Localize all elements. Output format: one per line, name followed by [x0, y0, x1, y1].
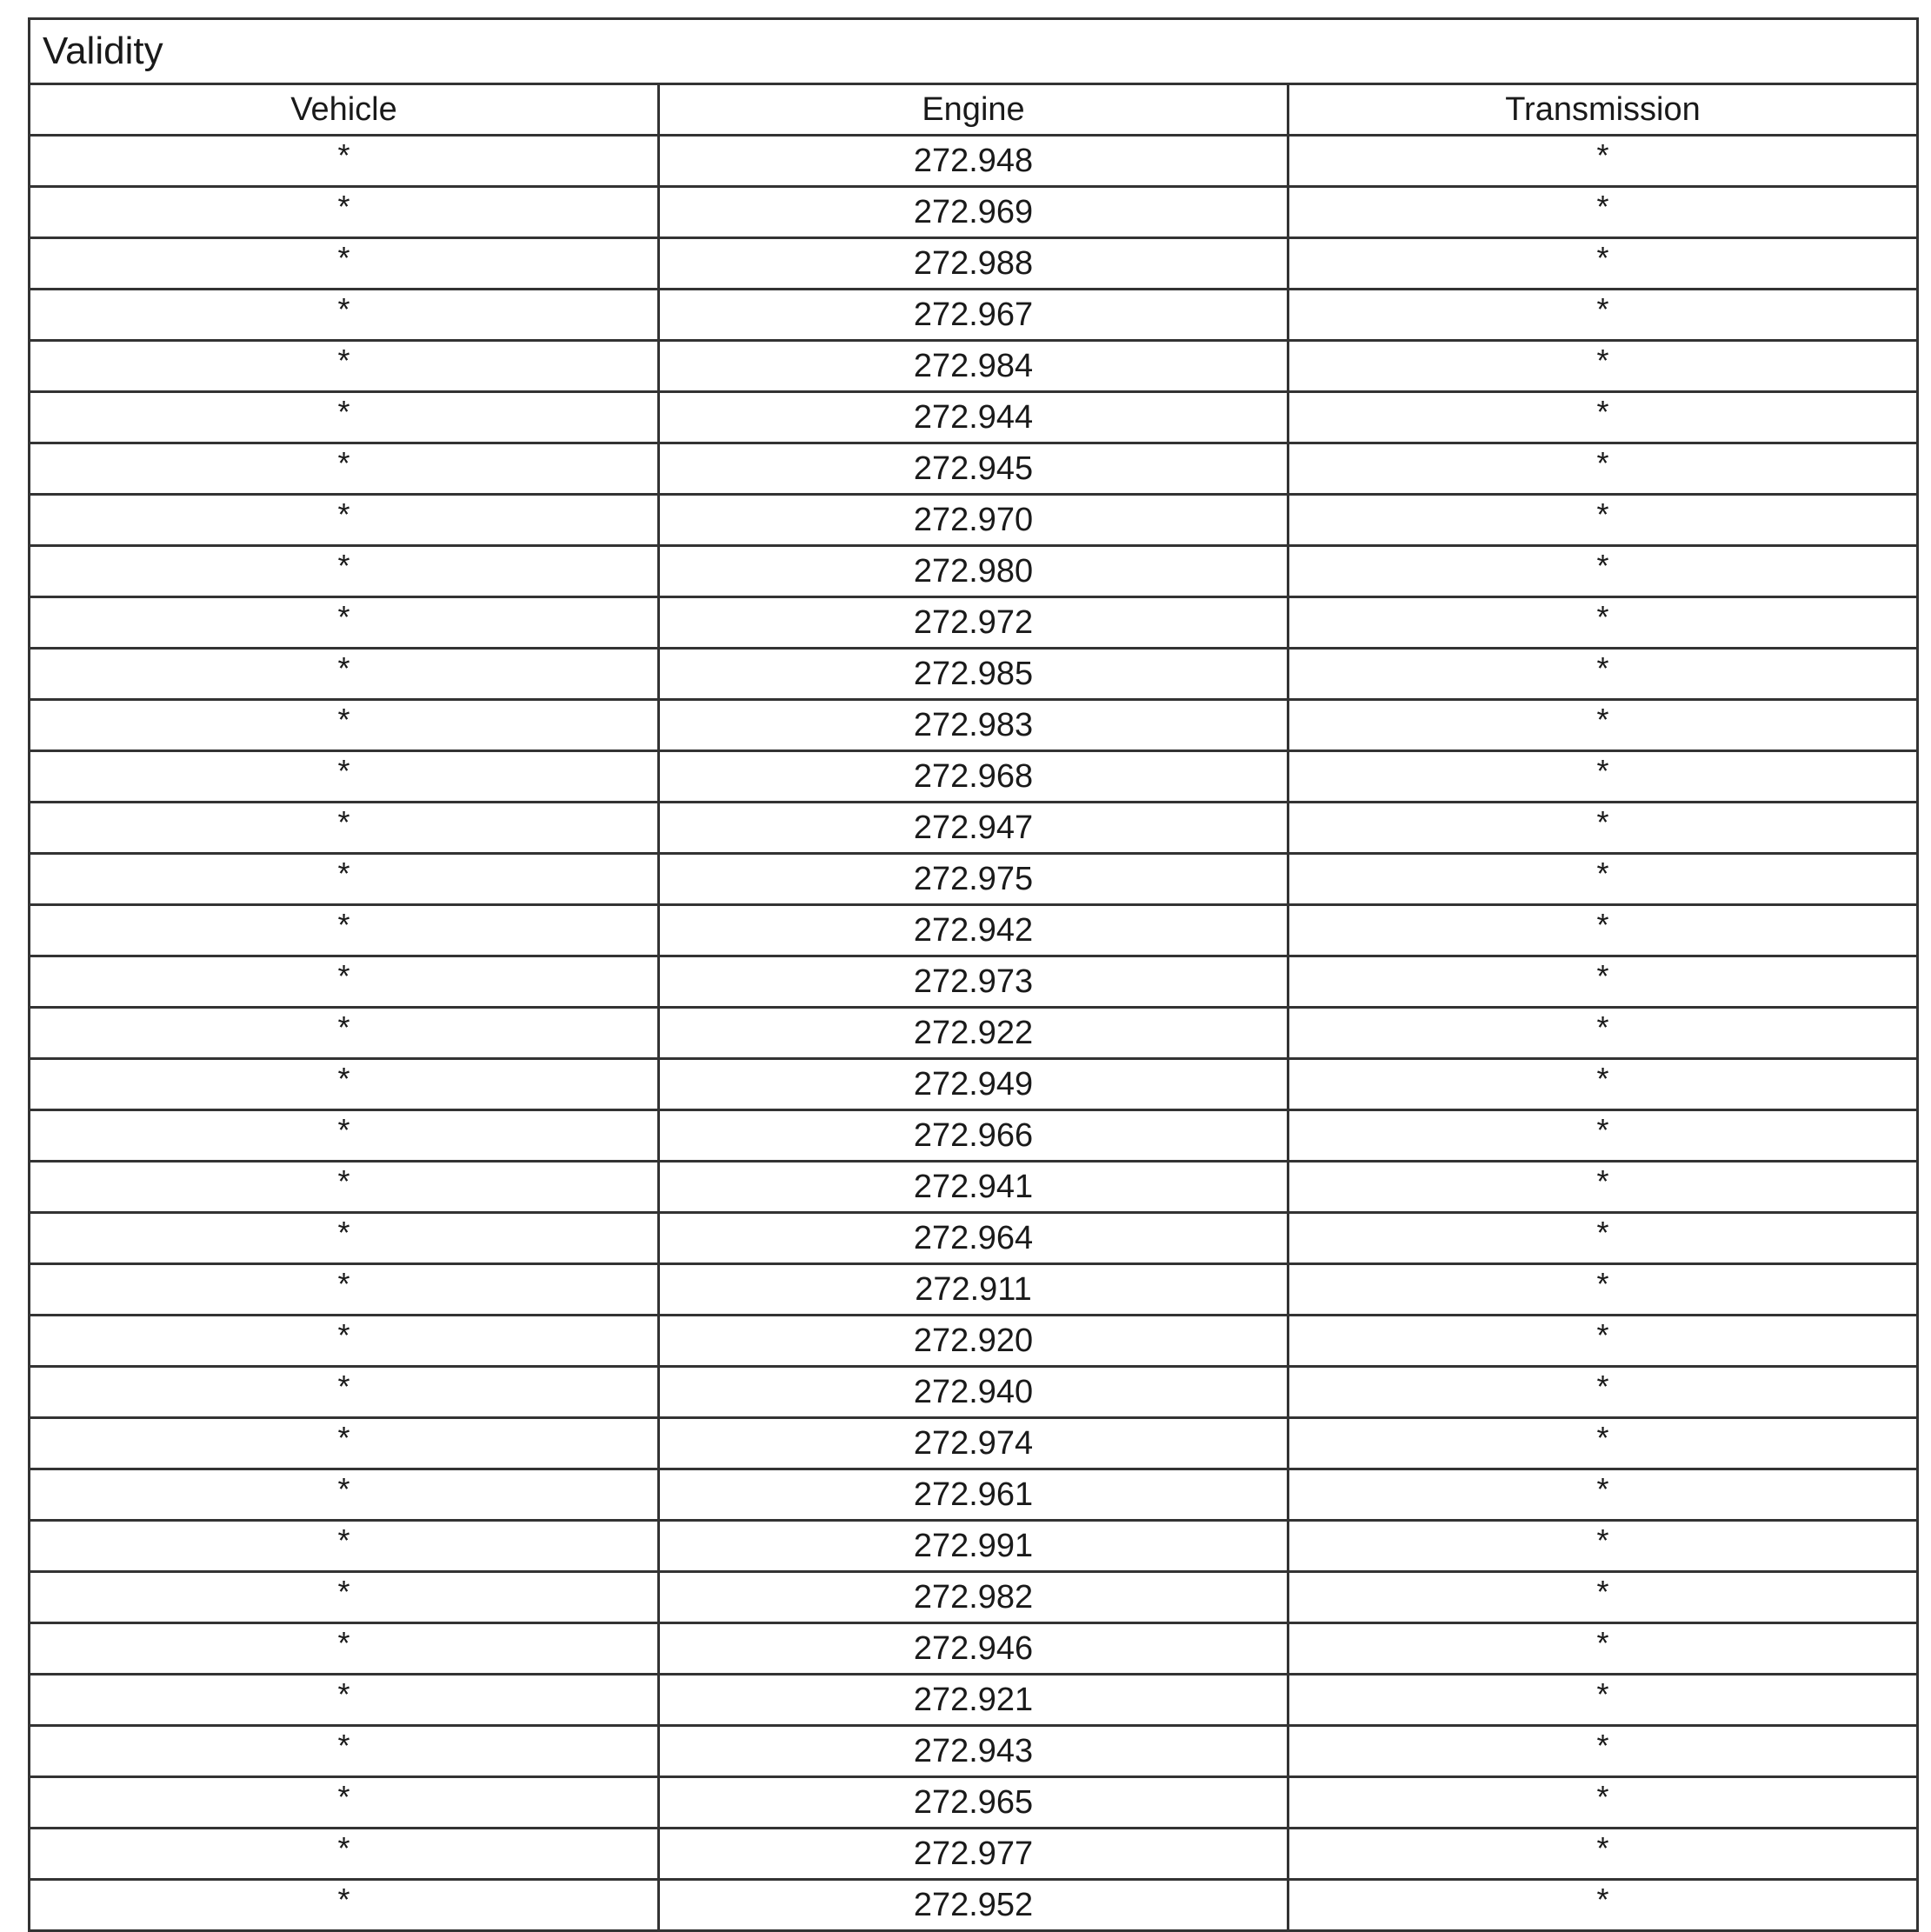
table-row — [30, 1008, 1918, 1059]
engine-cell — [659, 905, 1288, 956]
table-row — [30, 1418, 1918, 1469]
header-row — [30, 84, 1918, 136]
engine-cell — [659, 443, 1288, 495]
engine-cell-value: 272.941 — [913, 1169, 1034, 1205]
transmission-cell-value: * — [1596, 1215, 1609, 1250]
vehicle-cell-value: * — [337, 1112, 350, 1148]
engine-cell — [659, 1213, 1288, 1264]
engine-cell-value: 272.966 — [913, 1117, 1034, 1154]
table-row — [30, 597, 1918, 649]
transmission-cell — [1288, 1367, 1918, 1418]
vehicle-cell — [30, 1675, 659, 1726]
transmission-cell-value: * — [1596, 1728, 1609, 1763]
transmission-cell — [1288, 238, 1918, 290]
transmission-cell — [1288, 1008, 1918, 1059]
transmission-cell-value: * — [1596, 1522, 1609, 1558]
engine-cell-value: 272.911 — [915, 1271, 1032, 1308]
engine-cell-value: 272.968 — [913, 758, 1034, 795]
table-row — [30, 290, 1918, 341]
vehicle-cell-value: * — [337, 599, 350, 635]
transmission-cell — [1288, 1829, 1918, 1880]
table-row — [30, 1316, 1918, 1367]
engine-cell-value: 272.973 — [913, 963, 1034, 1000]
engine-cell — [659, 136, 1288, 187]
transmission-cell-value: * — [1596, 599, 1609, 635]
table-row — [30, 495, 1918, 546]
vehicle-cell-value: * — [337, 650, 350, 686]
engine-cell-value: 272.947 — [913, 809, 1034, 846]
table-row — [30, 1880, 1918, 1931]
transmission-cell-value: * — [1596, 1369, 1609, 1404]
engine-cell-value: 272.943 — [913, 1733, 1034, 1769]
engine-cell-value: 272.964 — [913, 1220, 1034, 1256]
engine-cell-value: 272.975 — [913, 861, 1034, 897]
transmission-cell — [1288, 495, 1918, 546]
transmission-cell-value: * — [1596, 1420, 1609, 1456]
vehicle-cell — [30, 443, 659, 495]
vehicle-cell — [30, 1264, 659, 1316]
engine-cell — [659, 290, 1288, 341]
table-row — [30, 1726, 1918, 1777]
vehicle-cell-value: * — [337, 907, 350, 943]
vehicle-cell — [30, 1162, 659, 1213]
vehicle-cell — [30, 495, 659, 546]
engine-cell-value: 272.921 — [913, 1682, 1034, 1718]
transmission-cell-value: * — [1596, 702, 1609, 737]
transmission-cell-value: * — [1596, 753, 1609, 789]
vehicle-cell-value: * — [337, 1420, 350, 1456]
table-row — [30, 1675, 1918, 1726]
table-row — [30, 905, 1918, 956]
engine-cell-value: 272.982 — [913, 1579, 1034, 1616]
table-row — [30, 1521, 1918, 1572]
engine-cell — [659, 1264, 1288, 1316]
engine-cell-value: 272.985 — [913, 656, 1034, 692]
engine-cell — [659, 1008, 1288, 1059]
table-body — [30, 136, 1918, 1931]
engine-cell — [659, 392, 1288, 443]
vehicle-cell — [30, 1059, 659, 1110]
transmission-cell — [1288, 649, 1918, 700]
transmission-cell — [1288, 1059, 1918, 1110]
vehicle-cell — [30, 1367, 659, 1418]
vehicle-cell-value: * — [337, 1779, 350, 1815]
vehicle-cell-value: * — [337, 548, 350, 583]
transmission-cell-value: * — [1596, 291, 1609, 327]
vehicle-cell-value: * — [337, 240, 350, 276]
transmission-cell — [1288, 1418, 1918, 1469]
transmission-cell — [1288, 905, 1918, 956]
vehicle-cell — [30, 956, 659, 1008]
transmission-cell — [1288, 854, 1918, 905]
vehicle-cell — [30, 1213, 659, 1264]
engine-cell — [659, 1623, 1288, 1675]
transmission-cell-value: * — [1596, 907, 1609, 943]
engine-cell — [659, 649, 1288, 700]
transmission-cell-value: * — [1596, 1317, 1609, 1353]
table-row — [30, 341, 1918, 392]
table-row — [30, 956, 1918, 1008]
vehicle-cell-value: * — [337, 1625, 350, 1661]
vehicle-cell — [30, 1829, 659, 1880]
vehicle-cell-value: * — [337, 804, 350, 840]
transmission-cell-value: * — [1596, 1471, 1609, 1507]
transmission-cell-value: * — [1596, 343, 1609, 378]
vehicle-cell-value: * — [337, 1317, 350, 1353]
vehicle-cell — [30, 546, 659, 597]
transmission-cell — [1288, 1623, 1918, 1675]
vehicle-cell — [30, 597, 659, 649]
transmission-cell-value: * — [1596, 1625, 1609, 1661]
validity-table — [28, 17, 1919, 1932]
transmission-cell-value: * — [1596, 1830, 1609, 1866]
vehicle-cell — [30, 238, 659, 290]
transmission-cell-value: * — [1596, 240, 1609, 276]
table-row — [30, 1264, 1918, 1316]
vehicle-cell — [30, 700, 659, 751]
vehicle-cell — [30, 1469, 659, 1521]
engine-cell — [659, 1880, 1288, 1931]
vehicle-cell-value: * — [337, 1522, 350, 1558]
vehicle-cell-value: * — [337, 958, 350, 994]
vehicle-cell-value: * — [337, 496, 350, 532]
vehicle-cell-value: * — [337, 1369, 350, 1404]
engine-cell — [659, 751, 1288, 803]
transmission-cell — [1288, 1675, 1918, 1726]
transmission-cell — [1288, 546, 1918, 597]
transmission-cell-value: * — [1596, 137, 1609, 173]
table-row — [30, 136, 1918, 187]
engine-cell-value: 272.965 — [913, 1784, 1034, 1821]
engine-cell-value: 272.948 — [913, 143, 1034, 179]
vehicle-cell-value: * — [337, 1676, 350, 1712]
transmission-cell — [1288, 751, 1918, 803]
transmission-cell — [1288, 1572, 1918, 1623]
vehicle-cell-value: * — [337, 1830, 350, 1866]
vehicle-cell-value: * — [337, 1728, 350, 1763]
table-row — [30, 700, 1918, 751]
vehicle-cell-value: * — [337, 1009, 350, 1045]
engine-cell-value: 272.974 — [913, 1425, 1034, 1462]
vehicle-cell — [30, 1418, 659, 1469]
table-row — [30, 854, 1918, 905]
vehicle-cell — [30, 1623, 659, 1675]
table-row — [30, 1059, 1918, 1110]
engine-cell — [659, 495, 1288, 546]
transmission-cell — [1288, 392, 1918, 443]
transmission-cell-value: * — [1596, 496, 1609, 532]
table-row — [30, 649, 1918, 700]
transmission-cell-value: * — [1596, 804, 1609, 840]
table-row — [30, 187, 1918, 238]
transmission-cell-value: * — [1596, 1882, 1609, 1917]
transmission-cell — [1288, 1162, 1918, 1213]
table-row — [30, 443, 1918, 495]
vehicle-cell-value: * — [337, 1266, 350, 1302]
engine-cell-value: 272.942 — [913, 912, 1034, 949]
vehicle-cell-value: * — [337, 1574, 350, 1609]
engine-cell-value: 272.991 — [913, 1528, 1034, 1564]
table-row — [30, 1110, 1918, 1162]
vehicle-cell-value: * — [337, 137, 350, 173]
transmission-cell — [1288, 803, 1918, 854]
transmission-cell — [1288, 1777, 1918, 1829]
transmission-cell — [1288, 341, 1918, 392]
transmission-cell — [1288, 1264, 1918, 1316]
engine-cell-value: 272.970 — [913, 502, 1034, 538]
vehicle-cell-value: * — [337, 1215, 350, 1250]
column-header-engine: Engine — [659, 84, 1288, 136]
vehicle-cell — [30, 905, 659, 956]
transmission-cell-value: * — [1596, 1009, 1609, 1045]
vehicle-cell — [30, 751, 659, 803]
engine-cell — [659, 1675, 1288, 1726]
transmission-cell — [1288, 956, 1918, 1008]
column-header-vehicle: Vehicle — [30, 84, 659, 136]
transmission-cell-value: * — [1596, 189, 1609, 224]
engine-cell — [659, 341, 1288, 392]
vehicle-cell — [30, 1572, 659, 1623]
engine-cell — [659, 1777, 1288, 1829]
engine-cell-value: 272.980 — [913, 553, 1034, 590]
transmission-cell — [1288, 1110, 1918, 1162]
vehicle-cell-value: * — [337, 1163, 350, 1199]
engine-cell-value: 272.988 — [913, 245, 1034, 282]
vehicle-cell — [30, 290, 659, 341]
transmission-cell — [1288, 1726, 1918, 1777]
engine-cell — [659, 1829, 1288, 1880]
engine-cell — [659, 1726, 1288, 1777]
vehicle-cell — [30, 1726, 659, 1777]
vehicle-cell-value: * — [337, 394, 350, 430]
engine-cell-value: 272.944 — [913, 399, 1034, 436]
engine-cell-value: 272.972 — [913, 604, 1034, 641]
engine-cell — [659, 597, 1288, 649]
transmission-cell-value: * — [1596, 1061, 1609, 1096]
vehicle-cell-value: * — [337, 1471, 350, 1507]
vehicle-cell — [30, 649, 659, 700]
engine-cell — [659, 1418, 1288, 1469]
vehicle-cell — [30, 1110, 659, 1162]
engine-cell-value: 272.977 — [913, 1835, 1034, 1872]
vehicle-cell-value: * — [337, 291, 350, 327]
engine-cell — [659, 187, 1288, 238]
engine-cell — [659, 1521, 1288, 1572]
transmission-cell — [1288, 1316, 1918, 1367]
transmission-cell — [1288, 700, 1918, 751]
engine-cell-value: 272.946 — [913, 1630, 1034, 1667]
transmission-cell — [1288, 187, 1918, 238]
vehicle-cell — [30, 392, 659, 443]
table-row — [30, 751, 1918, 803]
transmission-cell-value: * — [1596, 958, 1609, 994]
vehicle-cell-value: * — [337, 1061, 350, 1096]
transmission-cell-value: * — [1596, 1112, 1609, 1148]
vehicle-cell — [30, 803, 659, 854]
table-row — [30, 1367, 1918, 1418]
engine-cell — [659, 1059, 1288, 1110]
engine-cell — [659, 700, 1288, 751]
title-row — [30, 19, 1918, 84]
vehicle-cell — [30, 136, 659, 187]
table-row — [30, 546, 1918, 597]
transmission-cell-value: * — [1596, 650, 1609, 686]
engine-cell — [659, 1469, 1288, 1521]
engine-cell — [659, 803, 1288, 854]
table-row — [30, 1829, 1918, 1880]
transmission-cell-value: * — [1596, 394, 1609, 430]
vehicle-cell-value: * — [337, 856, 350, 891]
vehicle-cell — [30, 1880, 659, 1931]
table-row — [30, 392, 1918, 443]
vehicle-cell-value: * — [337, 1882, 350, 1917]
engine-cell — [659, 546, 1288, 597]
table-row — [30, 1469, 1918, 1521]
engine-cell — [659, 1367, 1288, 1418]
engine-cell-value: 272.969 — [913, 194, 1034, 230]
transmission-cell — [1288, 136, 1918, 187]
column-header-transmission: Transmission — [1288, 84, 1918, 136]
vehicle-cell — [30, 341, 659, 392]
engine-cell-value: 272.940 — [913, 1374, 1034, 1410]
engine-cell — [659, 956, 1288, 1008]
transmission-cell-value: * — [1596, 1266, 1609, 1302]
transmission-cell-value: * — [1596, 548, 1609, 583]
engine-cell — [659, 1110, 1288, 1162]
vehicle-cell-value: * — [337, 753, 350, 789]
table-row — [30, 238, 1918, 290]
vehicle-cell-value: * — [337, 343, 350, 378]
transmission-cell — [1288, 1880, 1918, 1931]
transmission-cell-value: * — [1596, 856, 1609, 891]
vehicle-cell-value: * — [337, 445, 350, 481]
table-title: Validity — [30, 19, 1918, 84]
engine-cell — [659, 1162, 1288, 1213]
transmission-cell — [1288, 1213, 1918, 1264]
engine-cell — [659, 854, 1288, 905]
engine-cell-value: 272.920 — [913, 1322, 1034, 1359]
table-row — [30, 1623, 1918, 1675]
transmission-cell-value: * — [1596, 1779, 1609, 1815]
engine-cell-value: 272.945 — [913, 450, 1034, 487]
table-row — [30, 803, 1918, 854]
vehicle-cell — [30, 1316, 659, 1367]
transmission-cell — [1288, 443, 1918, 495]
engine-cell — [659, 1572, 1288, 1623]
vehicle-cell — [30, 1008, 659, 1059]
vehicle-cell — [30, 1777, 659, 1829]
transmission-cell-value: * — [1596, 1163, 1609, 1199]
table-row — [30, 1162, 1918, 1213]
transmission-cell — [1288, 290, 1918, 341]
engine-cell-value: 272.967 — [913, 296, 1034, 333]
transmission-cell — [1288, 597, 1918, 649]
transmission-cell-value: * — [1596, 1574, 1609, 1609]
transmission-cell — [1288, 1469, 1918, 1521]
engine-cell — [659, 1316, 1288, 1367]
engine-cell-value: 272.922 — [913, 1015, 1034, 1051]
vehicle-cell — [30, 1521, 659, 1572]
engine-cell — [659, 238, 1288, 290]
vehicle-cell-value: * — [337, 189, 350, 224]
engine-cell-value: 272.949 — [913, 1066, 1034, 1103]
engine-cell-value: 272.983 — [913, 707, 1034, 743]
table-row — [30, 1777, 1918, 1829]
transmission-cell — [1288, 1521, 1918, 1572]
engine-cell-value: 272.961 — [913, 1476, 1034, 1513]
table-row — [30, 1572, 1918, 1623]
engine-cell-value: 272.952 — [913, 1887, 1034, 1923]
engine-cell-value: 272.984 — [913, 348, 1034, 384]
vehicle-cell — [30, 854, 659, 905]
vehicle-cell-value: * — [337, 702, 350, 737]
transmission-cell-value: * — [1596, 445, 1609, 481]
vehicle-cell — [30, 187, 659, 238]
table-row — [30, 1213, 1918, 1264]
transmission-cell-value: * — [1596, 1676, 1609, 1712]
